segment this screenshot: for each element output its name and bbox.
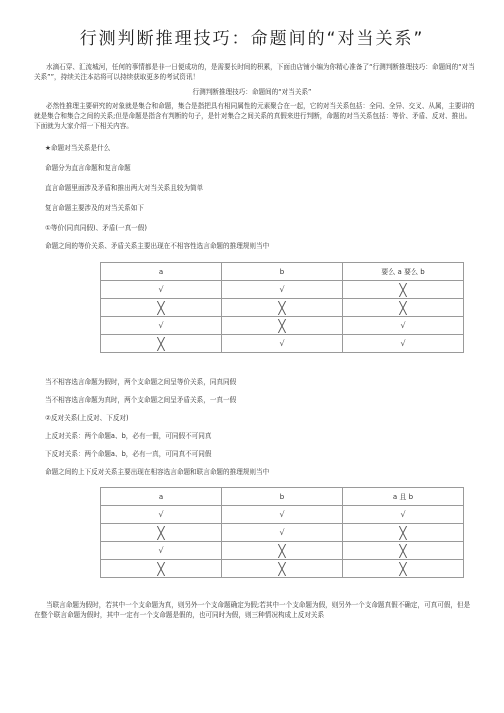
cross-icon: ╳ bbox=[278, 561, 286, 576]
check-mark-cell bbox=[343, 335, 464, 353]
check-icon: √ bbox=[279, 285, 285, 294]
table-header-cell: a 且 b bbox=[343, 488, 464, 506]
cross-icon: ╳ bbox=[399, 525, 407, 540]
table-row bbox=[101, 335, 464, 353]
subtitle-line: 行测判断推理技巧：命题间的“对当关系” bbox=[192, 88, 312, 96]
cross-mark-cell bbox=[343, 542, 464, 560]
text-line: 命题之间的上下反对关系主要出现在相容选言命题和联言命题的推理规则当中 bbox=[45, 468, 270, 476]
cross-icon: ╳ bbox=[399, 282, 407, 297]
table-row bbox=[101, 299, 464, 317]
cross-mark-cell bbox=[343, 281, 464, 299]
table-row bbox=[101, 506, 464, 524]
cross-mark-cell bbox=[343, 560, 464, 578]
check-mark-cell bbox=[101, 317, 222, 335]
definition-paragraph: 必然性推理主要研究的对象就是集合和命题，集合是指把具有相同属性的元素聚合在一起，它的对当关系包括：全同、全异、交叉、从属，主要讲的就是集合和集合之间的关系;但是命题是指含有判断的句子，是针对集合之间关系的真假来进行判断，命题的对当关系包括：等价、矛盾、反对、推出。下面就为大家介绍一下相关内容。 bbox=[34, 102, 475, 130]
table-row bbox=[101, 317, 464, 335]
check-mark-cell bbox=[222, 281, 343, 299]
cross-icon: ╳ bbox=[157, 525, 165, 540]
table-header-cell: b bbox=[222, 263, 343, 281]
table-row bbox=[101, 281, 464, 299]
check-mark-cell bbox=[343, 506, 464, 524]
table-header-cell: 要么 a 要么 b bbox=[343, 263, 464, 281]
check-icon: √ bbox=[279, 528, 285, 537]
cross-icon: ╳ bbox=[278, 300, 286, 315]
text-line: 当不相容选言命题为真时，两个支命题之间呈矛盾关系，一真一假 bbox=[45, 396, 237, 404]
check-icon: √ bbox=[400, 510, 406, 519]
cross-icon: ╳ bbox=[278, 318, 286, 333]
check-mark-cell bbox=[101, 506, 222, 524]
check-icon: √ bbox=[279, 510, 285, 519]
table-header-cell: a bbox=[101, 488, 222, 506]
text-line: 当不相容选言命题为假时，两个支命题之间呈等价关系，同真同假 bbox=[45, 378, 237, 386]
check-icon: √ bbox=[279, 339, 285, 348]
table-header-cell: b bbox=[222, 488, 343, 506]
text-line: 下反对关系：两个命题a、b，必有一真，可同真不可同假 bbox=[45, 450, 212, 458]
check-icon: √ bbox=[158, 321, 164, 330]
cross-icon: ╳ bbox=[157, 336, 165, 351]
cross-icon: ╳ bbox=[399, 543, 407, 558]
check-icon: √ bbox=[158, 285, 164, 294]
conclusion-paragraph: 当联言命题为假时，若其中一个支命题为真，则另外一个支命题确定为假;若其中一个支命题为假，则另外一个支命题真假不确定，可真可假，但是在整个联言命题为假时，其中一定有一个支命题是假的，也可同时为假，则三种情况构成上反对关系 bbox=[34, 601, 471, 619]
check-mark-cell bbox=[343, 317, 464, 335]
check-icon: √ bbox=[400, 321, 406, 330]
text-line: 直言命题里面涉及矛盾和推出两大对当关系且较为简单 bbox=[45, 184, 204, 192]
cross-mark-cell bbox=[343, 524, 464, 542]
check-mark-cell bbox=[222, 335, 343, 353]
table-row bbox=[101, 524, 464, 542]
table-row bbox=[101, 542, 464, 560]
table-header-row bbox=[101, 488, 464, 506]
cross-mark-cell bbox=[101, 299, 222, 317]
check-icon: √ bbox=[158, 510, 164, 519]
cross-icon: ╳ bbox=[157, 300, 165, 315]
cross-icon: ╳ bbox=[399, 300, 407, 315]
cross-mark-cell bbox=[101, 524, 222, 542]
check-mark-cell bbox=[222, 506, 343, 524]
text-line: ②反对关系(上反对、下反对) bbox=[45, 414, 129, 422]
table-header-row bbox=[101, 263, 464, 281]
text-line: 复言命题主要涉及的对当关系如下 bbox=[45, 204, 144, 212]
text-line: ★命题对当关系是什么 bbox=[45, 144, 111, 152]
cross-mark-cell bbox=[222, 560, 343, 578]
intro-paragraph: 水滴石穿、汇流城河，任何的事情都是非一日便成功的，是需要长时间的积累，下面由店铺小编为你精心准备了“行测判断推理技巧：命题间的“对当关系””，持续关注本站将可以持续获取更多的考试资讯！ bbox=[34, 63, 475, 81]
cross-mark-cell bbox=[222, 542, 343, 560]
text-line: 上反对关系：两个命题a、b，必有一假，可同假不可同真 bbox=[45, 432, 212, 440]
cross-mark-cell bbox=[101, 335, 222, 353]
check-icon: √ bbox=[158, 546, 164, 555]
truth-table-conjunction bbox=[100, 487, 464, 578]
page-title: 行测判断推理技巧：命题间的“对当关系” bbox=[79, 29, 425, 49]
check-mark-cell bbox=[222, 524, 343, 542]
text-line: 命题分为直言命题和复言命题 bbox=[45, 164, 131, 172]
cross-icon: ╳ bbox=[157, 561, 165, 576]
cross-mark-cell bbox=[222, 317, 343, 335]
check-mark-cell bbox=[101, 281, 222, 299]
check-mark-cell bbox=[101, 542, 222, 560]
text-line: 命题之间的等价关系、矛盾关系主要出现在不相容性选言命题的推理规则当中 bbox=[45, 242, 270, 250]
text-line: ①等价(同真同假)、矛盾(一真一假) bbox=[45, 224, 147, 232]
cross-icon: ╳ bbox=[278, 543, 286, 558]
table-row bbox=[101, 560, 464, 578]
cross-icon: ╳ bbox=[399, 561, 407, 576]
truth-table-exclusive-or bbox=[100, 262, 464, 353]
table-header-cell: a bbox=[101, 263, 222, 281]
cross-mark-cell bbox=[222, 299, 343, 317]
cross-mark-cell bbox=[343, 299, 464, 317]
cross-mark-cell bbox=[101, 560, 222, 578]
check-icon: √ bbox=[400, 339, 406, 348]
